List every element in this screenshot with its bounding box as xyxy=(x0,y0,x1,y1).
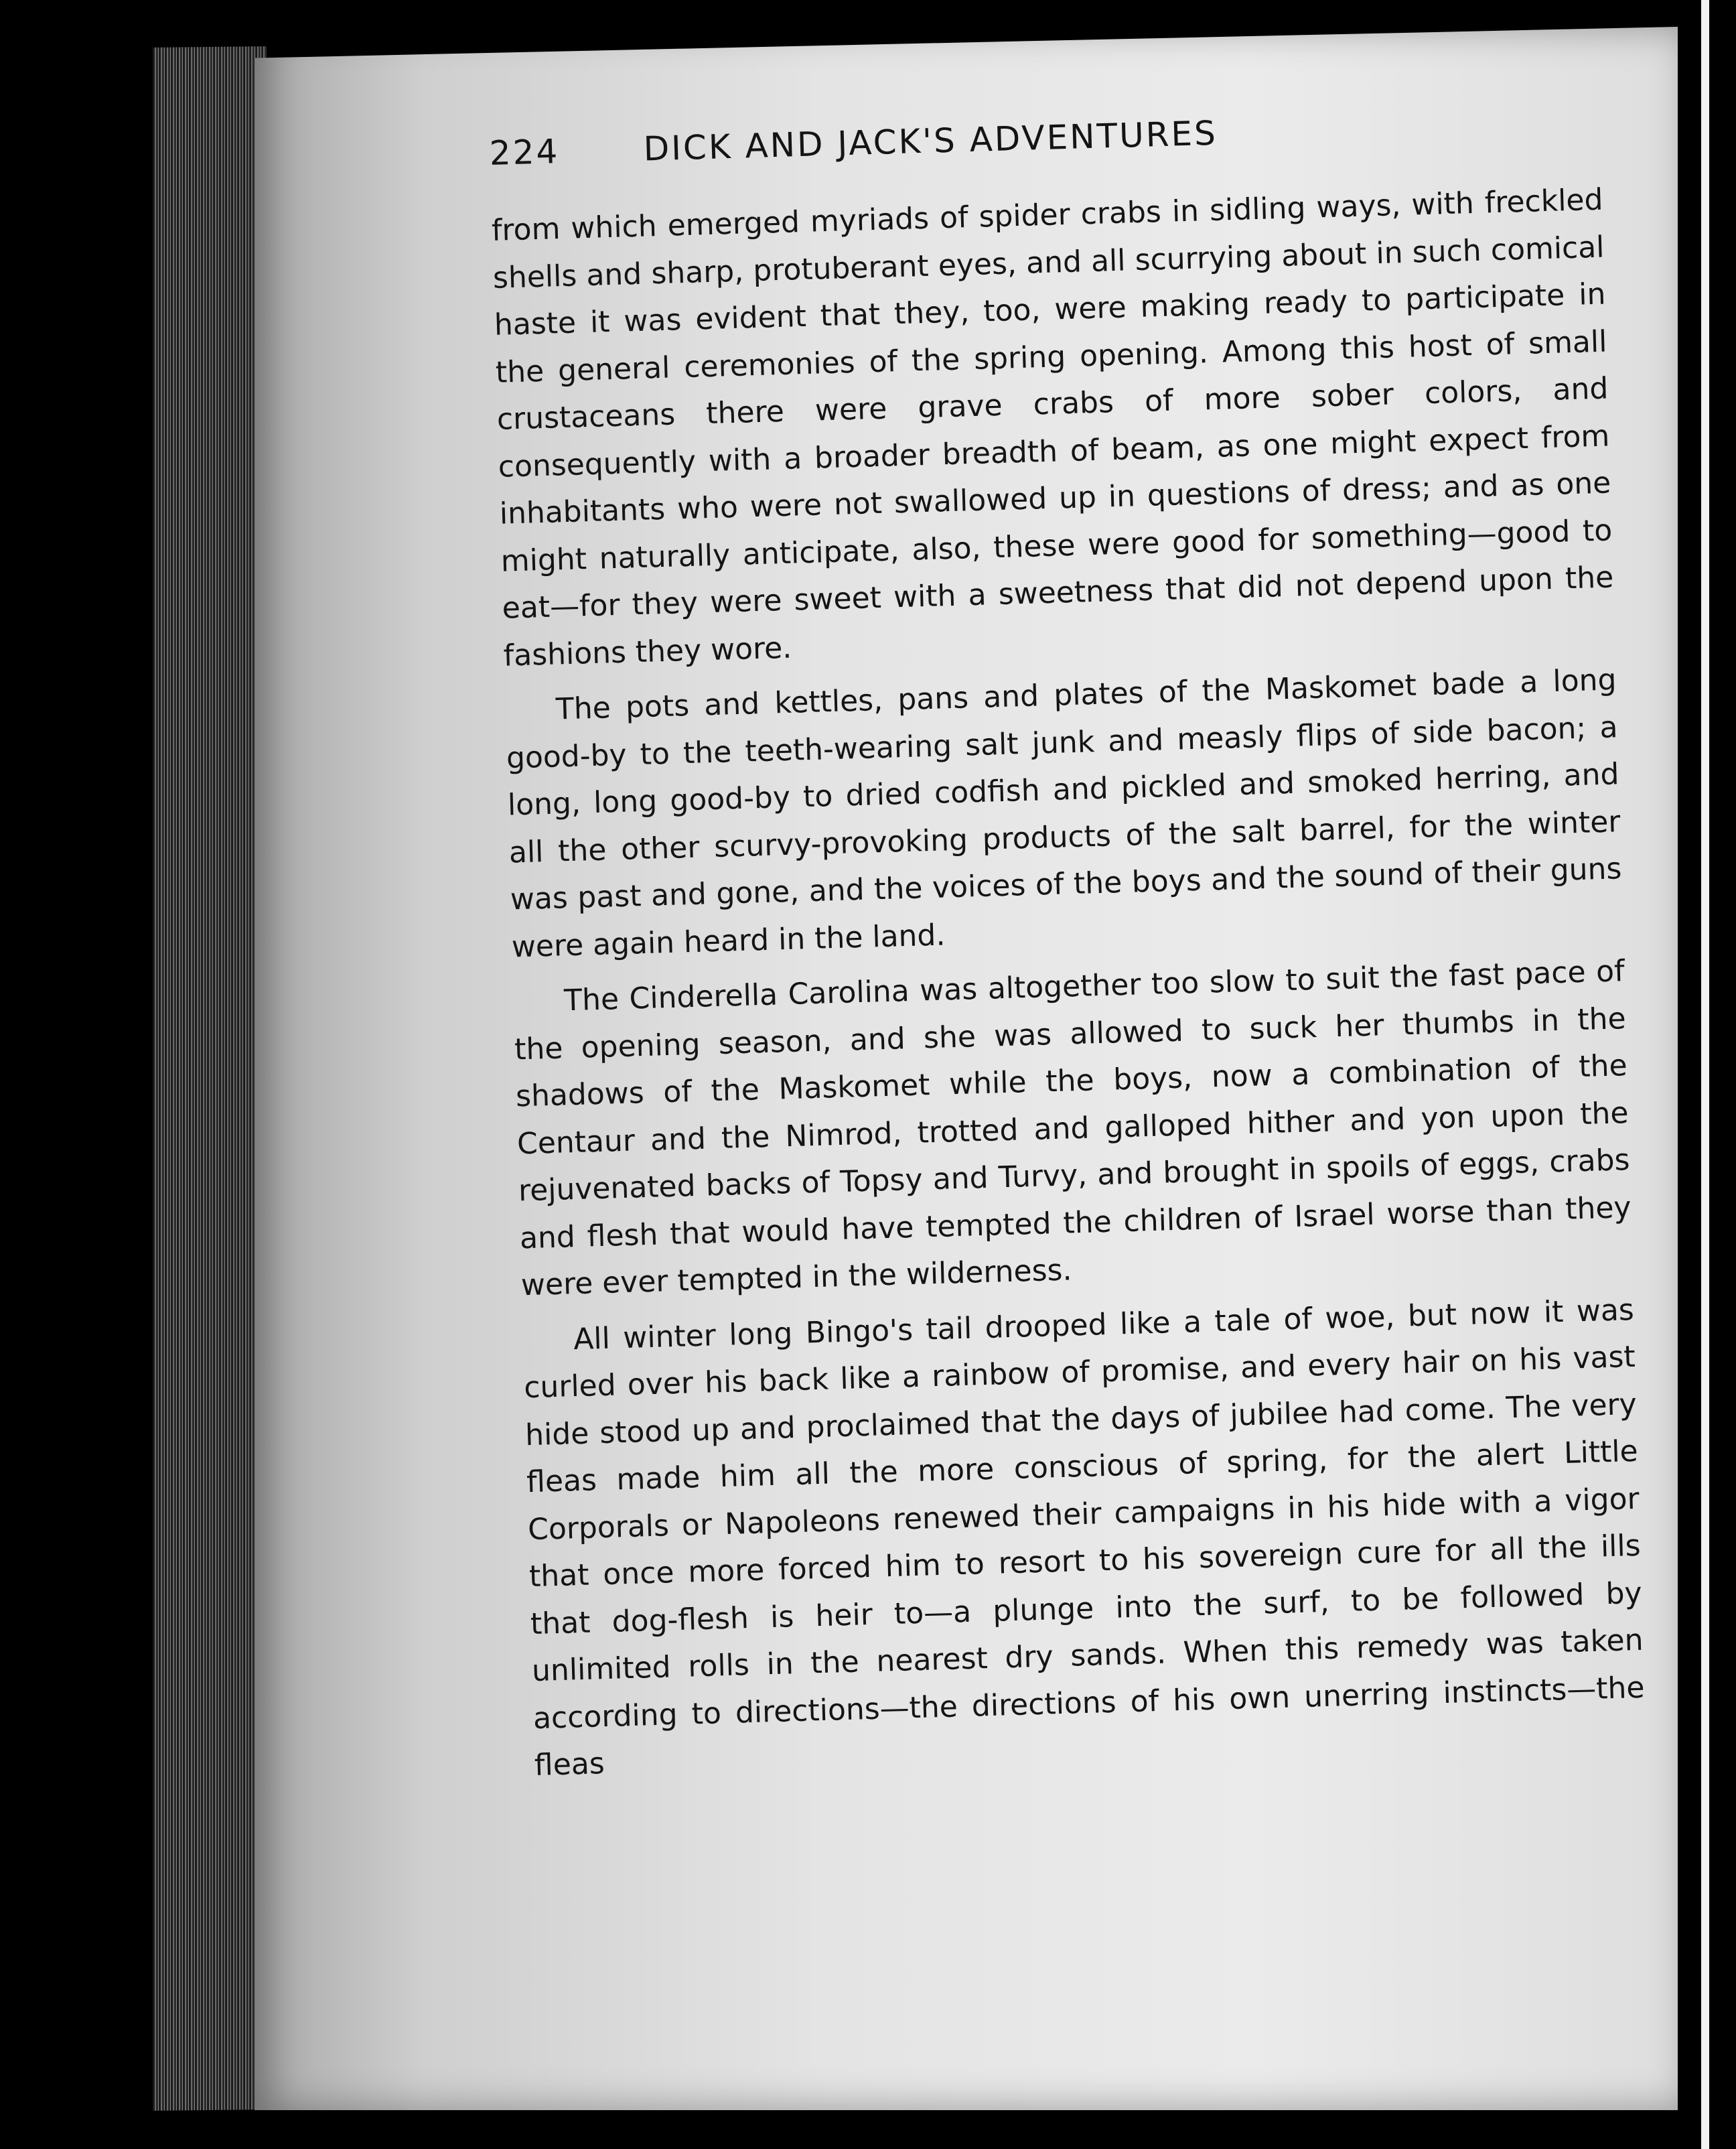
running-title: DICK AND JACK'S ADVENTURES xyxy=(642,113,1218,169)
paragraph-3: The Cinderella Carolina was altogether too slow to suit the fast pace of the opening season, and she was allowed to suck her thumbs in the shadows of the Maskomet while the boys, now a combination of the Centaur and the Nimrod, trotted and galloped hither and yon upon the rejuvenated backs of Topsy and Turvy, and brought in spoils of eggs, crabs and flesh that would have tempted the children of Israel worse than they were ever tempted in the wilderness. xyxy=(514,954,1632,1303)
body-text xyxy=(491,177,1646,1790)
paragraph-4: All winter long Bingo's tail drooped like a tale of woe, but now it was curled over his back like a rainbow of promise, and every hair on his vast hide stood up and proclaimed that the days of jubilee had come. The very fleas made him all the more conscious of spring, for the alert Little Corporals or Napoleons renewed their campaigns in his hide with a vigor that once more forced him to resort to his sovereign cure for all the ills that dog-flesh is heir to—a plunge into the surf, to be followed by unlimited rolls in the nearest dry sands. When this remedy was taken according to directions—the directions of his own unerring instincts—the fleas xyxy=(523,1292,1646,1783)
scan-right-edge-line xyxy=(1701,0,1709,2149)
paragraph-1: from which emerged myriads of spider crabs in sidling ways, with freckled shells and sharp, protuberant eyes, and all scurrying about in such comical haste it was evident that they, too, were making ready to participate in the general ceremonies of the spring opening. Among this host of small crustaceans there were grave crabs of more sober colors, and consequently with a broader breadth of beam, as one might expect from inhabitants who were not swallowed up in questions of dress; and as one might naturally anticipate, also, these were good for something—good to eat—for they were sweet with a sweetness that did not depend upon the fashions they wore. xyxy=(491,182,1614,673)
page-number: 224 xyxy=(489,132,561,173)
page-content xyxy=(489,103,1646,1790)
paragraph-2: The pots and kettles, pans and plates of the Maskomet bade a long good-by to the teeth-wearing salt junk and measly flips of side bacon; a long, long good-by to dried codfish and pickled and smoked herring, and all the other scurvy-provoking products of the salt barrel, for the winter was past and gone, and the voices of the boys and the sound of their guns were again heard in the land. xyxy=(506,663,1622,965)
book-page-edges xyxy=(153,46,267,2111)
